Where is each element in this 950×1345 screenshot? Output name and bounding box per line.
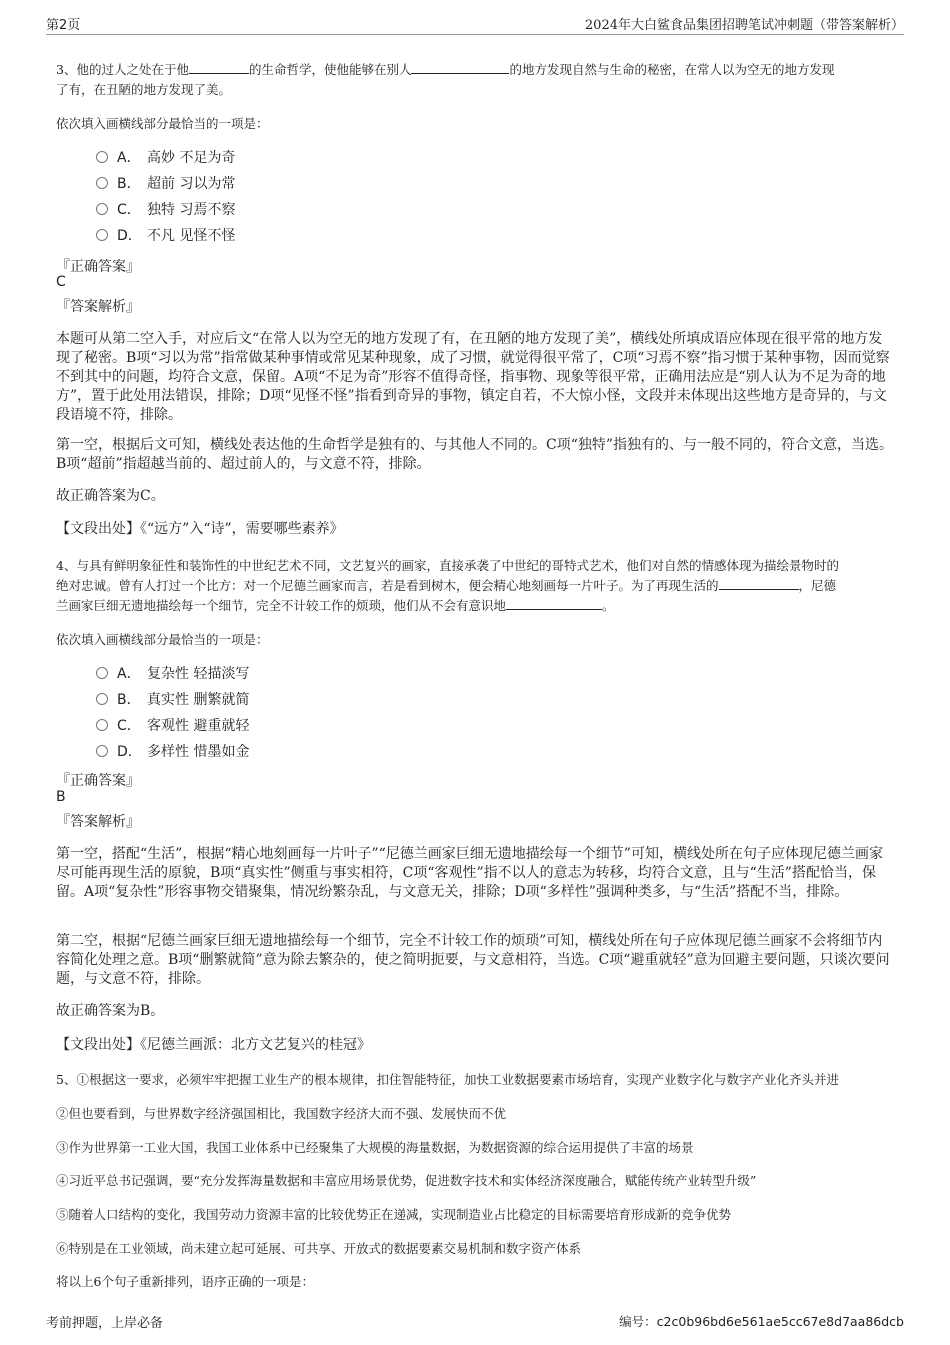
question-4-option-a[interactable]: A． 复杂性 轻描淡写: [96, 664, 249, 684]
question-3-prompt: 依次填入画横线部分最恰当的一项是：: [56, 116, 269, 131]
question-5-sentence-3: ③作为世界第一工业大国，我国工业体系中已经聚集了大规模的海量数据，为数据资源的综合运用提供了丰富的场景: [56, 1140, 694, 1155]
question-4-option-b[interactable]: B． 真实性 删繁就简: [96, 690, 249, 710]
page-number: 第2页: [46, 18, 81, 33]
question-3-option-a[interactable]: A． 高妙 不足为奇: [96, 148, 235, 168]
question-4-correct-label: 『正确答案』: [56, 773, 140, 789]
question-4-option-c[interactable]: C． 客观性 避重就轻: [96, 716, 249, 736]
question-3-stem: 3、他的过人之处在于他 的生命哲学，使他能够在别人 的地方发现自然与生命的秘密，在常人以为空无的地方发现 了有，在丑陋的地方发现了美。: [56, 62, 835, 97]
question-4-stem: 4、与具有鲜明象征性和装饰性的中世纪艺术不同，文艺复兴的画家，直接承袭了中世纪的哥特式艺术，他们对自然的情感体现为描绘景物时的 绝对忠诚。曾有人打过一个比方：对一个尼德兰画家而言，若是看到树木，便会精心地刻画每一片叶子。为了再现生活的 ，尼德 兰画家巨细无遗地描绘每一个细节，完全不计较工作的烦琐，他们从不会有意识地 。: [56, 558, 839, 613]
question-4-analysis-2: 第二空，根据“尼德兰画家巨细无遗地描绘每一个细节，完全不计较工作的烦琐”可知，横线处所在句子应体现尼德兰画家不会将细节内容简化处理之意。B项“删繁就简”意为除去繁杂的，使之简明扼要，与文意相符，当选。C项“避重就轻”意为回避主要问题，只谈次要问题，与文意不符，排除。: [56, 933, 890, 987]
footer-slogan: 考前押题，上岸必备: [46, 1316, 164, 1331]
question-3-analysis-label: 『答案解析』: [56, 299, 140, 315]
question-3-analysis-1: 本题可从第二空入手，对应后文“在常人以为空无的地方发现了有，在丑陋的地方发现了美”，横线处所填成语应体现在很平常的地方发现了秘密。B项“习以为常”指常做某种事情或常见某种现象，成了习惯，就觉得很平常了，C项“习焉不察”指习惯于某种事物，因而觉察不到其中的问题，均符合文意，保留。A项“不足为奇”形容不值得奇怪，指事物、现象等很平常，正确用法应是“别人认为不足为奇的地方”，置于此处用法错误，排除；D项“见怪不怪”指看到奇异的事物，镇定自若，不大惊小怪，文段并未体现出这些地方是奇异的，与文段语境不符，排除。: [56, 331, 890, 423]
document-title: 2024年大白鲨食品集团招聘笔试冲刺题（带答案解析）: [584, 18, 904, 33]
question-4-conclusion: 故正确答案为B。: [56, 1003, 165, 1019]
question-4-analysis-1: 第一空，搭配“生活”，根据“精心地刻画每一片叶子”“尼德兰画家巨细无遗地描绘每一个细节”可知，横线处所在句子应体现尼德兰画家尽可能再现生活的原貌，B项“真实性”侧重与事实相符，C项“客观性”指不以人的意志为转移，均符合文意，且与“生活”搭配恰当，保留。A项“复杂性”形容事物交错聚集，情况纷繁杂乱，与文意无关，排除；D项“多样性”强调种类多，与“生活”搭配不当，排除。: [56, 846, 883, 900]
radio-icon[interactable]: [96, 693, 108, 705]
question-5-sentence-5: ⑤随着人口结构的变化，我国劳动力资源丰富的比较优势正在递减，实现制造业占比稳定的目标需要培育形成新的竞争优势: [56, 1207, 732, 1222]
question-3-answer: C: [56, 274, 66, 290]
document-id: 编号：c2c0b96bd6e561ae5cc67e8d7aa86dcb: [619, 1314, 904, 1329]
question-5-prompt: 将以上6个句子重新排列，语序正确的一项是：: [56, 1274, 314, 1289]
radio-icon[interactable]: [96, 177, 108, 189]
question-4-option-d[interactable]: D． 多样性 惜墨如金: [96, 742, 249, 762]
question-5-sentence-2: ②但也要看到，与世界数字经济强国相比，我国数字经济大而不强、发展快而不优: [56, 1106, 507, 1121]
radio-icon[interactable]: [96, 667, 108, 679]
radio-icon[interactable]: [96, 151, 108, 163]
page-header: [46, 14, 904, 35]
question-3-conclusion: 故正确答案为C。: [56, 488, 165, 504]
question-4-answer: B: [56, 789, 66, 805]
question-3-analysis-2: 第一空，根据后文可知，横线处表达他的生命哲学是独有的、与其他人不同的。C项“独特”指独有的、与一般不同的，符合文意，当选。B项“超前”指超越当前的、超过前人的，与文意不符，排除。: [56, 437, 894, 472]
question-3-option-d[interactable]: D． 不凡 见怪不怪: [96, 226, 235, 246]
question-5-sentence-1: 5、①根据这一要求，必须牢牢把握工业生产的根本规律，扣住智能特征，加快工业数据要素市场培育，实现产业数字化与数字产业化齐头并进: [56, 1072, 839, 1087]
radio-icon[interactable]: [96, 229, 108, 241]
radio-icon[interactable]: [96, 745, 108, 757]
radio-icon[interactable]: [96, 203, 108, 215]
question-3-option-c[interactable]: C． 独特 习焉不察: [96, 200, 235, 220]
question-4-analysis-label: 『答案解析』: [56, 814, 140, 830]
question-3-correct-label: 『正确答案』: [56, 259, 140, 275]
question-5-sentence-4: ④习近平总书记强调，要“充分发挥海量数据和丰富应用场景优势，促进数字技术和实体经济深度融合，赋能传统产业转型升级”: [56, 1173, 757, 1188]
question-5-sentence-6: ⑥特别是在工业领域，尚未建立起可延展、可共享、开放式的数据要素交易机制和数字资产体系: [56, 1241, 582, 1256]
question-3-option-b[interactable]: B． 超前 习以为常: [96, 174, 235, 194]
radio-icon[interactable]: [96, 719, 108, 731]
question-4-prompt: 依次填入画横线部分最恰当的一项是：: [56, 632, 269, 647]
question-4-source: 【文段出处】《尼德兰画派：北方文艺复兴的桂冠》: [56, 1037, 371, 1053]
question-3-source: 【文段出处】《“远方”入“诗”，需要哪些素养》: [56, 521, 344, 537]
